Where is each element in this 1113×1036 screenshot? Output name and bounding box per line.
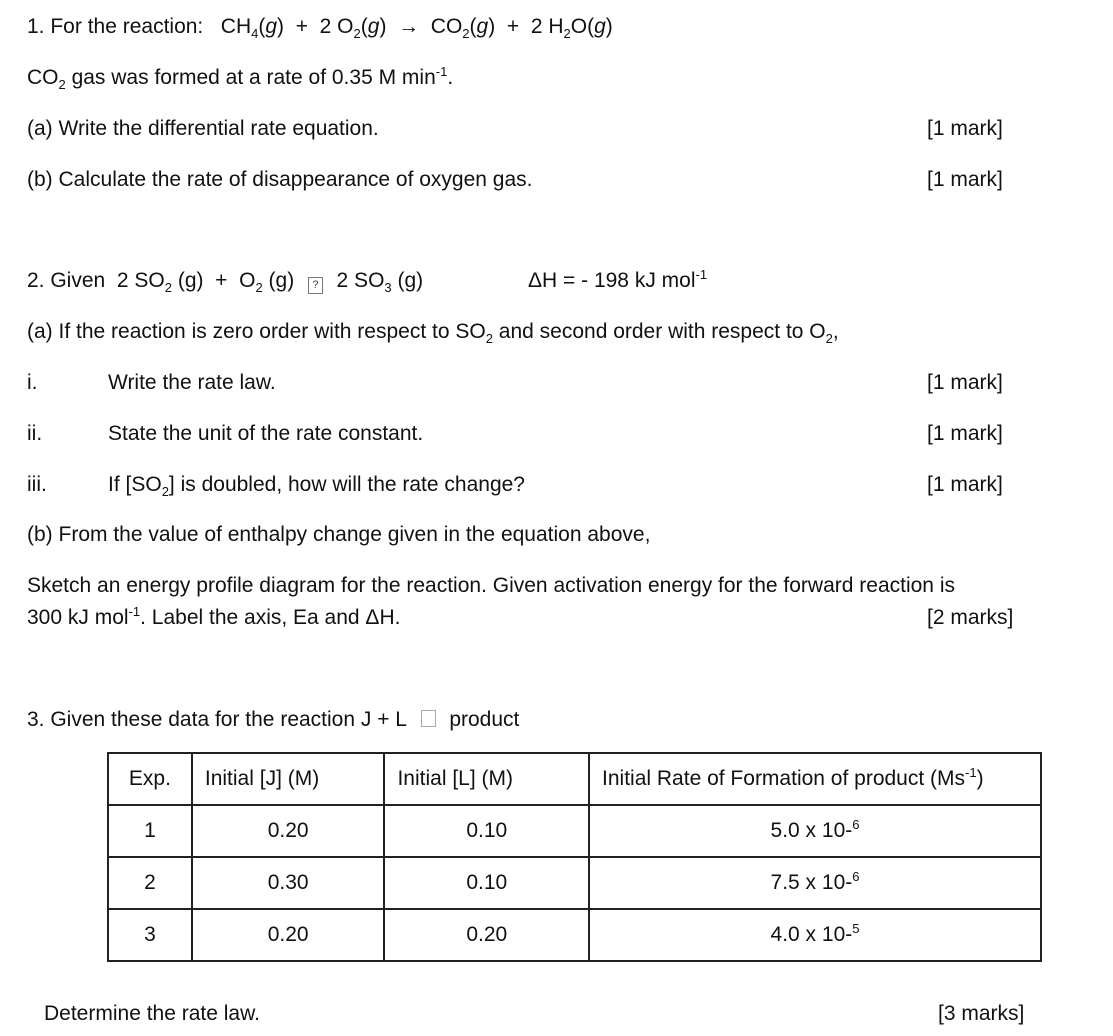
table-row — [108, 857, 1041, 909]
h2o-formula: 2 $H_2O(g)$ — [530, 15, 613, 42]
o2-formula: 2 $O_2(g)$ — [319, 15, 387, 42]
header-initial-rate: Initial Rate of Formation of product $(Ms^{-1})$ — [589, 753, 1041, 805]
q1-number: 1. — [27, 15, 45, 38]
q3-marks: [3 marks] — [938, 1002, 1025, 1025]
rate-data-table — [107, 752, 1042, 962]
q2-part-a: (a) If the reaction is zero order with respect to $SO_2$ and second order with respect to $O_2$, — [27, 320, 839, 347]
cell-j: 0.20 — [192, 805, 385, 857]
q2-item-i-text: Write the rate law. — [108, 371, 276, 394]
cell-rate: 4.0 x 10-$^5$ — [589, 909, 1041, 961]
q2-item-i-roman: i. — [27, 371, 38, 394]
reaction-arrow: → — [398, 15, 420, 38]
q1-equation-line: 1. For the reaction: $CH_4(g) + 2$ $O_2(g) \to CO_2(g) + 2$ $H_2O(g)$ — [27, 15, 613, 42]
q1-rate-statement: $CO_2$ gas was formed at a rate of 0.35 M $\min^{-1}$. — [27, 64, 454, 93]
q2-equation-line: 2. Given 2 $SO_2$ $(g) + O_2$ (g) ? 2 $SO_3$ (g) — [27, 269, 424, 296]
q2-item-ii-text: State the unit of the rate constant. — [108, 422, 424, 445]
q1-part-a: (a) Write the differential rate equation. — [27, 117, 379, 140]
table-row — [108, 805, 1041, 857]
header-initial-l: Initial [L] (M) — [384, 753, 589, 805]
cell-j: 0.20 — [192, 909, 385, 961]
q2-item-ii-marks: [1 mark] — [927, 422, 1003, 445]
q2-part-b: (b) From the value of enthalpy change given in the equation above, — [27, 523, 651, 546]
q2-item-iii-marks: [1 mark] — [927, 473, 1003, 496]
q2-sketch-line1: Sketch an energy profile diagram for the reaction. Given activation energy for the forward reaction is — [27, 574, 955, 597]
unknown-glyph-icon: ? — [308, 277, 323, 294]
q2-sketch-line2: 300 kJ mol$^{-1}$. Label the axis, Ea and ΔH. — [27, 604, 401, 629]
cell-rate: 7.5 x 10-$^6$ — [589, 857, 1041, 909]
missing-arrow-glyph-icon — [421, 710, 436, 727]
q2-item-iii-text: If $[SO_2]$ is doubled, how will the rate change? — [108, 473, 525, 500]
header-initial-j: Initial [J] (M) — [192, 753, 385, 805]
q2-item-i-marks: [1 mark] — [927, 371, 1003, 394]
ch4-formula: $CH_4(g)$ — [220, 15, 285, 42]
table-row — [108, 909, 1041, 961]
header-exp: Exp. — [108, 753, 192, 805]
q1-intro: For the reaction: — [50, 15, 204, 38]
cell-l: 0.10 — [384, 805, 589, 857]
cell-rate: 5.0 x 10-$^6$ — [589, 805, 1041, 857]
table-header-row — [108, 753, 1041, 805]
cell-exp: 1 — [108, 805, 192, 857]
cell-exp: 2 — [108, 857, 192, 909]
q1-part-a-marks: [1 mark] — [927, 117, 1003, 140]
cell-l: 0.10 — [384, 857, 589, 909]
q1-part-b: (b) Calculate the rate of disappearance of oxygen gas. — [27, 168, 533, 191]
q2-item-iii-roman: iii. — [27, 473, 47, 496]
cell-l: 0.20 — [384, 909, 589, 961]
cell-j: 0.30 — [192, 857, 385, 909]
q2-sketch-marks: [2 marks] — [927, 606, 1014, 629]
co2-formula: $CO_2(g)$ — [430, 15, 496, 42]
q2-enthalpy: ΔH = - 198 kJ mol$^{-1}$ — [528, 267, 708, 292]
q2-item-ii-roman: ii. — [27, 422, 43, 445]
q1-part-b-marks: [1 mark] — [927, 168, 1003, 191]
q3-determine: Determine the rate law. — [44, 1002, 260, 1025]
cell-exp: 3 — [108, 909, 192, 961]
q3-intro: 3. Given these data for the reaction J + L product — [27, 708, 520, 731]
